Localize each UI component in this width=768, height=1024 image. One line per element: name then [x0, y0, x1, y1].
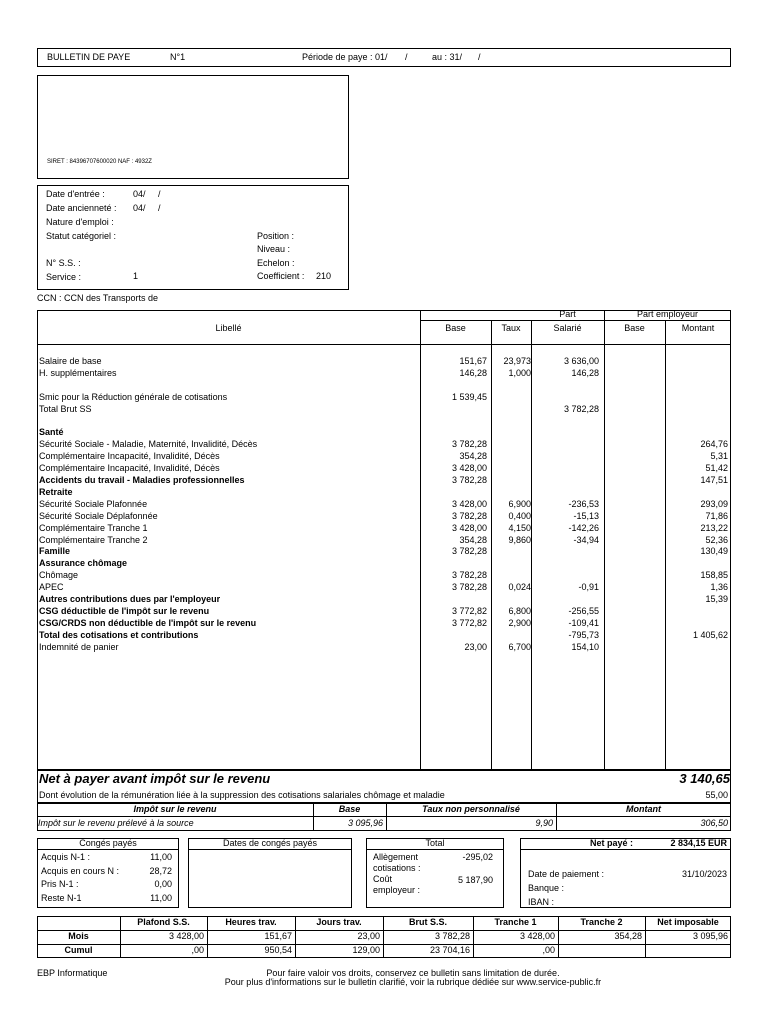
cumul-cell: 151,67: [264, 931, 292, 941]
row-montant-employeur: 15,39: [705, 594, 728, 604]
row-montant-employeur: 1 405,62: [692, 629, 728, 640]
row-label: Sécurité Sociale Déplafonnée: [39, 510, 158, 521]
row-base: 3 782,28: [451, 439, 487, 450]
dates-conges-title: Dates de congés payés: [222, 838, 318, 848]
cumul-header: Tranche 2: [580, 917, 623, 927]
row-taux: 6,800: [508, 605, 531, 616]
row-label: H. supplémentaires: [39, 367, 117, 378]
th-base-emp: Base: [624, 323, 645, 333]
row-salarie: -15,13: [573, 510, 599, 521]
period-start: Période de paye : 01/: [302, 52, 388, 62]
row-label: Accidents du travail - Maladies professionnelles: [39, 475, 245, 485]
row-label: Sécurité Sociale Plafonnée: [39, 498, 148, 509]
th-part: Part: [559, 309, 576, 319]
row-montant-employeur: 147,51: [700, 475, 728, 485]
total-title: Total: [425, 838, 445, 848]
table-header-rule: [37, 344, 731, 345]
position-label: Position :: [257, 231, 295, 241]
row-label: Complémentaire Tranche 1: [39, 522, 148, 533]
nature-label: Nature d'emploi :: [46, 217, 114, 227]
cotisations-label: cotisations :: [373, 863, 421, 873]
acquis-n: 28,72: [149, 866, 172, 876]
row-label: Santé: [39, 427, 64, 438]
evol-label: Dont évolution de la rémunération liée à la suppression des cotisations salariales chômage et maladie: [39, 790, 445, 800]
row-label: Complémentaire Incapacité, Invalidité, Décès: [39, 463, 220, 474]
pris: 0,00: [154, 879, 172, 889]
cumul-cell: 3 782,28: [434, 931, 470, 941]
net-value: 3 140,65: [679, 771, 730, 786]
date-anc: 04/: [133, 203, 146, 213]
row-montant-employeur: 293,09: [700, 498, 728, 509]
footer-line1: Pour faire valoir vos droits, conservez ce bulletin sans limitation de durée.: [266, 968, 560, 978]
row-base: 354,28: [459, 534, 487, 545]
row-label: Complémentaire Incapacité, Invalidité, Décès: [39, 451, 220, 462]
row-salarie: -142,26: [568, 522, 599, 533]
coef-value: 210: [316, 271, 332, 281]
siret: SIRET : 84396707600020 NAF : 4932Z: [47, 159, 152, 165]
reste-label: Reste N-1: [41, 893, 82, 903]
period-end: au : 31/: [432, 52, 463, 62]
pris-label: Pris N-1 :: [41, 879, 79, 889]
row-montant-employeur: 264,76: [700, 439, 728, 450]
row-label: Autres contributions dues par l'employeur: [39, 594, 221, 604]
impot-label: Impôt sur le revenu prélevé à la source: [38, 818, 194, 828]
cumul-header: Heures trav.: [225, 917, 277, 927]
banque-label: Banque :: [528, 883, 565, 893]
row-salarie: -109,41: [568, 617, 599, 628]
date-entree: 04/: [133, 189, 146, 199]
table-header-mid: [420, 320, 731, 321]
impot-montant: 306,50: [700, 818, 728, 828]
conges-title: Congés payés: [79, 838, 137, 848]
row-label: Salaire de base: [39, 356, 102, 366]
cumul-header: Plafond S.S.: [137, 917, 190, 927]
acquis-n1-label: Acquis N-1 :: [41, 852, 91, 862]
service-label: Service :: [46, 272, 82, 282]
evol-value: 55,00: [705, 790, 728, 800]
cumul-row-label: Mois: [68, 931, 89, 941]
row-salarie: -0,91: [578, 582, 599, 593]
th-taux: Taux: [501, 323, 521, 333]
impot-taux: 9,90: [535, 818, 553, 828]
dates-rule: [188, 849, 352, 850]
row-base: 146,28: [459, 367, 487, 378]
th-base: Base: [445, 323, 466, 333]
allegement-label: Allègement: [373, 852, 419, 862]
row-taux: 6,900: [508, 498, 531, 509]
row-taux: 4,150: [508, 522, 531, 533]
row-label: Famille: [39, 546, 71, 557]
ccn: CCN : CCN des Transports de: [37, 293, 159, 303]
row-montant-employeur: 1,36: [710, 582, 728, 593]
row-taux: 0,024: [508, 582, 531, 593]
row-label: Chômage: [39, 570, 79, 581]
cumul-cell: 3 095,96: [692, 931, 728, 941]
cumul-cell: 950,54: [264, 945, 292, 955]
cout-label: Coût: [373, 874, 393, 884]
row-base: 151,67: [459, 356, 487, 366]
row-salarie: 146,28: [571, 367, 599, 378]
echelon-label: Echelon :: [257, 258, 295, 268]
cumul-cell: ,00: [542, 945, 555, 955]
cumul-cell: ,00: [191, 945, 204, 955]
ss-label: N° S.S. :: [46, 258, 81, 268]
col-line: [604, 310, 605, 770]
row-montant-employeur: 71,86: [705, 510, 728, 521]
row-label: Sécurité Sociale - Maladie, Maternité, Invalidité, Décès: [39, 439, 258, 450]
row-taux: 2,900: [508, 617, 531, 628]
cumul-cell: 3 428,00: [519, 931, 555, 941]
row-montant-employeur: 130,49: [700, 546, 728, 557]
row-base: 3 782,28: [451, 510, 487, 521]
cout-value: 5 187,90: [457, 875, 493, 885]
row-base: 3 772,82: [451, 605, 487, 616]
row-taux: 23,973: [503, 356, 531, 366]
date-anc-label: Date ancienneté :: [46, 203, 117, 213]
period-sep2: /: [478, 52, 481, 62]
row-montant-employeur: 51,42: [705, 463, 728, 474]
row-label: Indemnité de panier: [39, 641, 119, 652]
row-base: 3 772,82: [451, 617, 487, 628]
acquis-n-label: Acquis en cours N :: [41, 866, 120, 876]
footer-line2: Pour plus d'informations sur le bulletin clarifié, voir la rubrique dédiée sur www.service-public.fr: [224, 977, 602, 987]
cumul-header: Tranche 1: [494, 917, 537, 927]
row-base: 3 782,28: [451, 582, 487, 593]
payment-rule: [520, 849, 731, 850]
impot-h-montant: Montant: [626, 804, 661, 814]
net-paye-label: Net payé :: [590, 838, 634, 848]
acquis-n1: 11,00: [150, 852, 172, 862]
impot-h-taux: Taux non personnalisé: [422, 804, 520, 814]
net-label: Net à payer avant impôt sur le revenu: [39, 771, 271, 786]
row-label: Retraite: [39, 486, 73, 497]
row-base: 3 428,00: [451, 498, 487, 509]
date-entree-sep: /: [158, 189, 161, 199]
cumul-row-label: Cumul: [64, 945, 93, 955]
row-taux: 9,860: [508, 534, 531, 545]
row-label: CSG déductible de l'impôt sur le revenu: [39, 605, 210, 616]
row-base: 3 782,28: [451, 570, 487, 581]
niveau-label: Niveau :: [257, 244, 291, 254]
row-base: 3 428,00: [451, 522, 487, 533]
row-base: 3 782,28: [451, 475, 487, 485]
impot-base: 3 095,96: [347, 818, 383, 828]
reste: 11,00: [150, 893, 172, 903]
row-label: Total des cotisations et contributions: [39, 629, 199, 640]
cumul-cell: 3 428,00: [168, 931, 204, 941]
net-paye-value: 2 834,15 EUR: [670, 838, 727, 848]
cumul-cell: 354,28: [614, 931, 642, 941]
row-label: APEC: [39, 582, 64, 593]
conges-rule: [37, 849, 179, 850]
row-base: 1 539,45: [451, 391, 487, 402]
row-salarie: 3 636,00: [563, 356, 599, 366]
th-part-employeur: Part employeur: [636, 309, 699, 319]
date-paiement-label: Date de paiement :: [528, 869, 605, 879]
cumul-cell: 23 704,16: [429, 945, 470, 955]
th-montant: Montant: [681, 323, 715, 333]
row-label: Complémentaire Tranche 2: [39, 534, 148, 545]
allegement-value: -295,02: [462, 852, 493, 862]
doc-title: BULLETIN DE PAYE: [47, 52, 131, 62]
coef-label: Coefficient :: [257, 271, 305, 281]
cumul-header: Brut S.S.: [408, 917, 447, 927]
row-base: 3 428,00: [451, 463, 487, 474]
cumul-cell: 129,00: [352, 945, 380, 955]
th-salarie: Salarié: [553, 323, 582, 333]
row-montant-employeur: 213,22: [700, 522, 728, 533]
row-salarie: -795,73: [568, 629, 599, 640]
date-entree-label: Date d'entrée :: [46, 189, 105, 199]
date-paiement: 31/10/2023: [681, 869, 727, 879]
row-base: 3 782,28: [451, 546, 487, 557]
date-anc-sep: /: [158, 203, 161, 213]
row-salarie: -256,55: [568, 605, 599, 616]
employeur-label: employeur :: [373, 885, 421, 895]
impot-rule: [37, 816, 731, 817]
row-label: Smic pour la Réduction générale de cotisations: [39, 391, 228, 402]
cumul-header: Jours trav.: [316, 917, 362, 927]
row-taux: 1,000: [508, 367, 531, 378]
doc-number: N°1: [170, 52, 186, 62]
row-taux: 6,700: [508, 641, 531, 652]
impot-h-label: Impôt sur le revenu: [133, 804, 217, 814]
row-base: 23,00: [464, 641, 487, 652]
total-rule: [366, 849, 504, 850]
editor: EBP Informatique: [37, 968, 108, 978]
row-taux: 0,400: [508, 510, 531, 521]
row-montant-employeur: 52,36: [705, 534, 728, 545]
cumul-header: Net imposable: [657, 917, 719, 927]
row-base: 354,28: [459, 451, 487, 462]
row-label: Total Brut SS: [39, 403, 92, 414]
row-salarie: -34,94: [573, 534, 599, 545]
row-label: CSG/CRDS non déductible de l'impôt sur le revenu: [39, 617, 257, 628]
period-sep: /: [405, 52, 408, 62]
service-value: 1: [133, 271, 139, 281]
row-label: Assurance chômage: [39, 558, 128, 569]
iban-label: IBAN :: [528, 897, 555, 907]
statut-label: Statut catégoriel :: [46, 231, 117, 241]
row-salarie: 154,10: [571, 641, 599, 652]
cumul-cell: 23,00: [357, 931, 380, 941]
row-montant-employeur: 158,85: [700, 570, 728, 581]
th-libelle: Libellé: [215, 323, 242, 333]
row-montant-employeur: 5,31: [710, 451, 728, 462]
row-salarie: -236,53: [568, 498, 599, 509]
impot-h-base: Base: [338, 804, 361, 814]
row-salarie: 3 782,28: [563, 403, 599, 414]
